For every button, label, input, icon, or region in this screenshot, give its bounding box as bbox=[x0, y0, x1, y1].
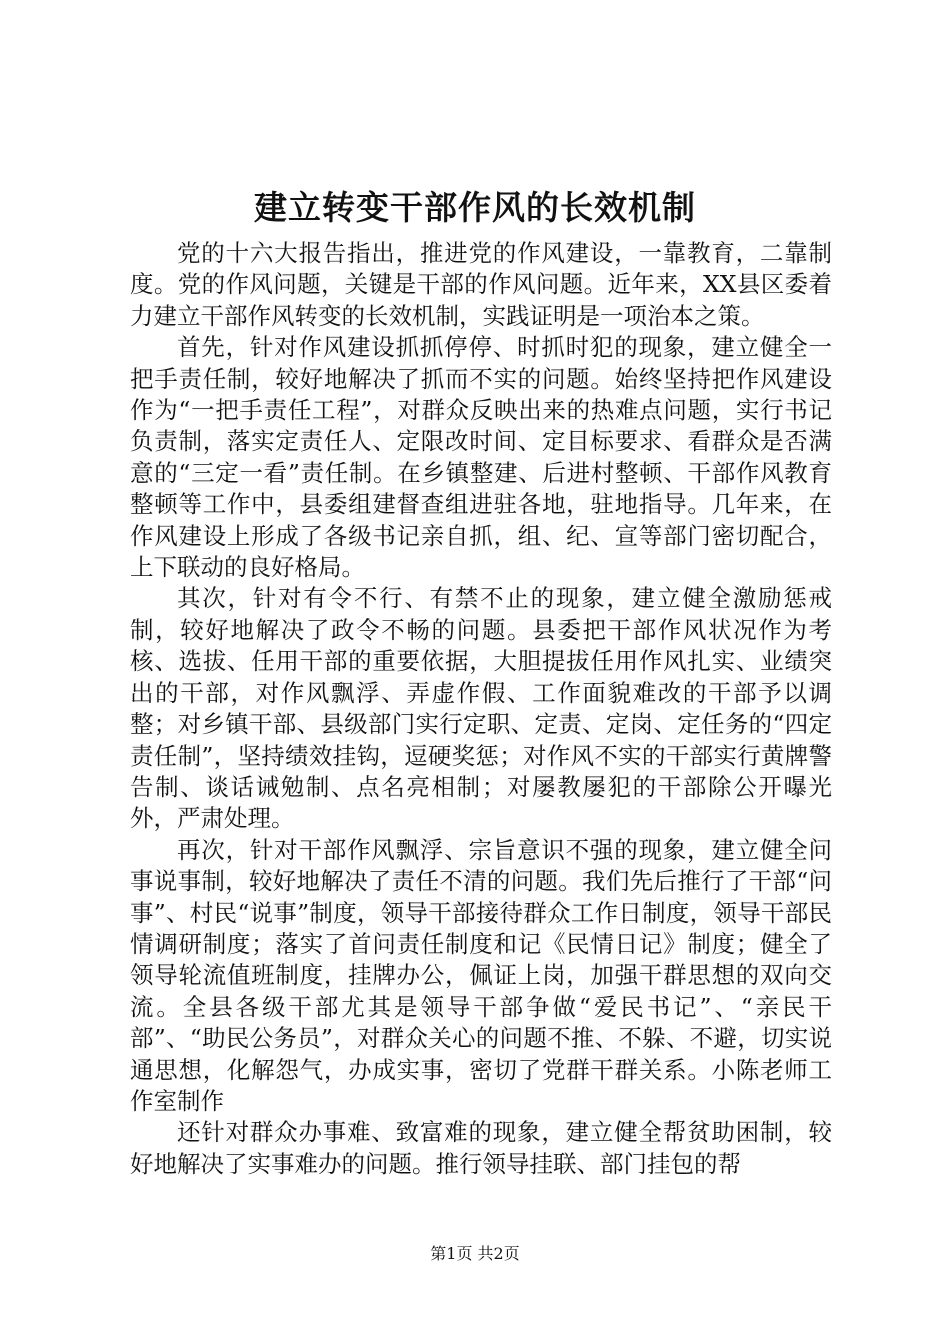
paragraph-1: 党的十六大报告指出，推进党的作风建设，一靠教育，二靠制度。党的作风问题，关键是干部的作风问题。近年来，XX县区委着力建立干部作风转变的长效机制，实践证明是一项治本之策。 bbox=[130, 239, 832, 330]
paragraph-3: 其次，针对有令不行、有禁不止的现象，建立健全激励惩戒制，较好地解决了政令不畅的问题。县委把干部作风状况作为考核、选拔、任用干部的重要依据，大胆提拔任用作风扎实、业绩突出的干部，对作风飘浮、弄虚作假、工作面貌难改的干部予以调整；对乡镇干部、县级部门实行定职、定责、定岗、定任务的“四定责任制”，坚持绩效挂钩，逗硬奖惩；对作风不实的干部实行黄牌警告制、谈话诫勉制、点名亮相制；对屡教屡犯的干部除公开曝光外，严肃处理。 bbox=[130, 584, 832, 833]
paragraph-5: 还针对群众办事难、致富难的现象，建立健全帮贫助困制，较好地解决了实事难办的问题。推行领导挂联、部门挂包的帮 bbox=[130, 1118, 832, 1178]
paragraph-4: 再次，针对干部作风飘浮、宗旨意识不强的现象，建立健全问事说事制，较好地解决了责任不清的问题。我们先后推行了干部“问事”、村民“说事”制度，领导干部接待群众工作日制度，领导干部民情调研制度；落实了首问责任制度和记《民情日记》制度；健全了领导轮流值班制度，挂牌办公，佩证上岗，加强干群思想的双向交流。全县各级干部尤其是领导干部争做“爱民书记”、“亲民干部”、“助民公务员”，对群众关心的问题不推、不躲、不避，切实说通思想，化解怨气，办成实事，密切了党群干群关系。小陈老师工作室制作 bbox=[130, 835, 832, 1115]
page-number-footer: 第1页 共2页 bbox=[430, 1244, 520, 1263]
paragraph-2: 首先，针对作风建设抓抓停停、时抓时犯的现象，建立健全一把手责任制，较好地解决了抓而不实的问题。始终坚持把作风建设作为“一把手责任工程”，对群众反映出来的热难点问题，实行书记负责制，落实定责任人、定限改时间、定目标要求、看群众是否满意的“三定一看”责任制。在乡镇整建、后进村整顿、干部作风教育整顿等工作中，县委组建督查组进驻各地，驻地指导。几年来，在作风建设上形成了各级书记亲自抓，组、纪、宣等部门密切配合，上下联动的良好格局。 bbox=[130, 333, 832, 582]
document-body bbox=[130, 238, 832, 1180]
document-title: 建立转变干部作风的长效机制 bbox=[254, 188, 696, 227]
